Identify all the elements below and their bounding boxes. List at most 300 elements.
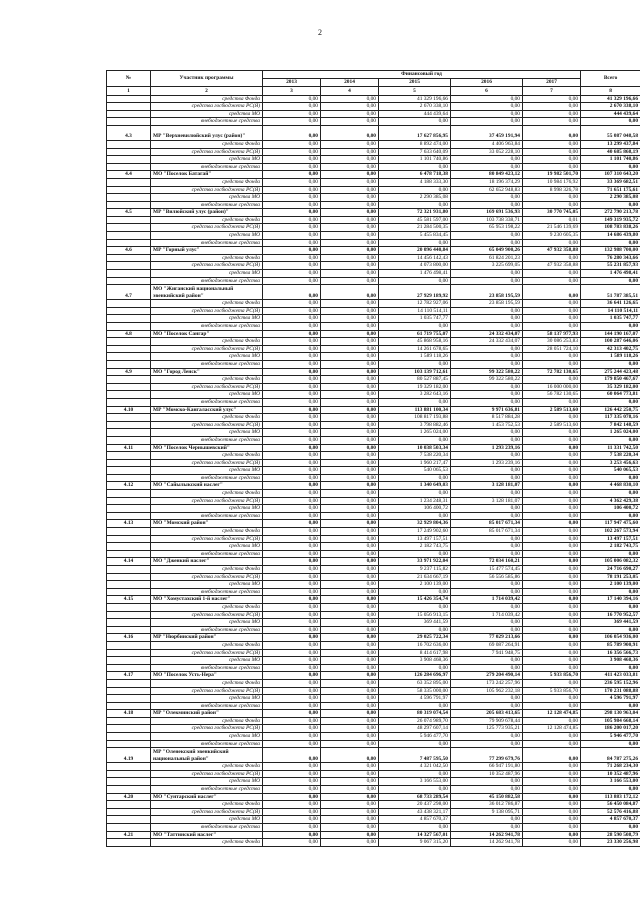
amount-cell: 0,00 — [321, 224, 379, 232]
amount-cell: 16 702 636,00 — [379, 641, 451, 649]
amount-cell: 1 101 740,86 — [379, 156, 451, 164]
amount-cell: 540 065,53 — [379, 467, 451, 475]
funding-source-row — [107, 497, 640, 505]
amount-cell: 0,00 — [523, 748, 581, 763]
amount-cell: 0,00 — [321, 672, 379, 680]
amount-cell: 0,00 — [263, 330, 321, 338]
amount-cell: 0,00 — [451, 664, 523, 672]
funding-source-row — [107, 110, 640, 118]
column-number: 1 — [107, 87, 151, 95]
funding-source-row — [107, 421, 640, 429]
row-number — [107, 353, 151, 361]
amount-cell: 9 138 095,71 — [451, 808, 523, 816]
total-cell: 28 590 508,79 — [581, 831, 640, 839]
total-cell: 170 231 088,88 — [581, 687, 640, 695]
row-number — [107, 323, 151, 331]
amount-cell: 21 546 139,69 — [523, 224, 581, 232]
total-cell: 4 362 429,38 — [581, 497, 640, 505]
amount-cell: 0,00 — [321, 383, 379, 391]
amount-cell: 0,00 — [321, 171, 379, 179]
funding-source-name: средства Фонда — [151, 376, 263, 384]
row-number — [107, 140, 151, 148]
amount-cell: 65 049 900,26 — [451, 247, 523, 255]
amount-cell: 0,00 — [523, 588, 581, 596]
amount-cell: 7 538 220,34 — [379, 452, 451, 460]
amount-cell: 0,00 — [321, 748, 379, 763]
funding-source-name: внебюджетные средства — [151, 740, 263, 748]
funding-source-name: средства госбюджета РС(Я) — [151, 307, 263, 315]
amount-cell: 0,00 — [451, 786, 523, 794]
funding-source-row — [107, 490, 640, 498]
amount-cell: 0,00 — [523, 254, 581, 262]
amount-cell: 0,00 — [263, 300, 321, 308]
amount-cell: 0,00 — [451, 383, 523, 391]
amount-cell: 0,00 — [263, 209, 321, 217]
amount-cell: 0,00 — [451, 353, 523, 361]
amount-cell: 0,00 — [523, 573, 581, 581]
total-cell: 5 946 477,70 — [581, 733, 640, 741]
amount-cell: 0,00 — [379, 239, 451, 247]
row-number — [107, 573, 151, 581]
amount-cell: 0,00 — [451, 626, 523, 634]
amount-cell: 69 087 264,91 — [451, 641, 523, 649]
amount-cell: 0,00 — [321, 398, 379, 406]
amount-cell: 0,00 — [263, 140, 321, 148]
row-number — [107, 262, 151, 270]
amount-cell: 0,00 — [263, 550, 321, 558]
funding-source-name: средства МО — [151, 816, 263, 824]
amount-cell: 0,00 — [523, 550, 581, 558]
funding-source-row — [107, 140, 640, 148]
participant-name: МР "Оленекский эвенкийский национальный район" — [151, 748, 263, 763]
amount-cell: 0,00 — [451, 436, 523, 444]
amount-cell: 0,00 — [321, 702, 379, 710]
total-cell: 0,00 — [581, 201, 640, 209]
funding-source-name: средства Фонда — [151, 254, 263, 262]
funding-source-name: средства Фонда — [151, 140, 263, 148]
amount-cell: 29 025 722,34 — [379, 634, 451, 642]
amount-cell: 0,00 — [321, 300, 379, 308]
row-number — [107, 148, 151, 156]
amount-cell: 0,00 — [451, 452, 523, 460]
funding-source-name: внебюджетные средства — [151, 163, 263, 171]
amount-cell: 0,00 — [321, 338, 379, 346]
total-cell: 106 054 936,00 — [581, 634, 640, 642]
amount-cell: 0,00 — [451, 550, 523, 558]
amount-cell: 0,00 — [263, 436, 321, 444]
amount-cell: 15 477 574,45 — [451, 566, 523, 574]
amount-cell: 0,00 — [451, 474, 523, 482]
amount-cell: 0,00 — [523, 733, 581, 741]
funding-source-name: средства Фонда — [151, 801, 263, 809]
total-cell: 1 476 498,41 — [581, 270, 640, 278]
amount-cell: 0,00 — [523, 831, 581, 839]
funding-source-name: средства госбюджета РС(Я) — [151, 345, 263, 353]
amount-cell: 0,00 — [321, 239, 379, 247]
funding-source-row — [107, 429, 640, 437]
amount-cell: 0,00 — [379, 550, 451, 558]
amount-cell: 0,00 — [379, 201, 451, 209]
amount-cell: 0,00 — [321, 695, 379, 703]
funding-source-row — [107, 224, 640, 232]
amount-cell: 4 321 042,50 — [379, 763, 451, 771]
amount-cell: 0,00 — [263, 535, 321, 543]
row-number — [107, 398, 151, 406]
total-cell: 444 439,64 — [581, 110, 640, 118]
column-number: 7 — [523, 87, 581, 95]
total-cell: 3 253 456,63 — [581, 459, 640, 467]
funding-source-name: средства МО — [151, 270, 263, 278]
amount-cell: 32 929 804,36 — [379, 520, 451, 528]
amount-cell: 14 262 941,78 — [451, 839, 523, 847]
participant-row — [107, 558, 640, 566]
amount-cell: 0,00 — [263, 467, 321, 475]
amount-cell: 0,00 — [379, 398, 451, 406]
amount-cell: 0,00 — [263, 733, 321, 741]
amount-cell: 0,00 — [263, 247, 321, 255]
amount-cell: 0,00 — [321, 793, 379, 801]
amount-cell: 0,00 — [263, 307, 321, 315]
row-number — [107, 360, 151, 368]
funding-source-name: средства Фонда — [151, 763, 263, 771]
amount-cell: 0,00 — [523, 657, 581, 665]
amount-cell: 0,00 — [321, 626, 379, 634]
total-cell: 369 441,59 — [581, 619, 640, 627]
amount-cell: 0,00 — [321, 831, 379, 839]
row-number — [107, 702, 151, 710]
amount-cell: 0,00 — [321, 634, 379, 642]
amount-cell: 0,00 — [263, 566, 321, 574]
amount-cell: 0,00 — [523, 148, 581, 156]
total-cell: 52 576 416,88 — [581, 808, 640, 816]
participant-name: МО "Хомустахский 1-й наслег" — [151, 596, 263, 604]
amount-cell: 5 946 477,70 — [379, 733, 451, 741]
funding-source-row — [107, 232, 640, 240]
total-cell: 1 101 740,86 — [581, 156, 640, 164]
funding-source-name: средства МО — [151, 194, 263, 202]
total-cell: 132 988 700,00 — [581, 247, 640, 255]
funding-source-row — [107, 778, 640, 786]
row-number: 4.13 — [107, 520, 151, 528]
amount-cell: 0,00 — [263, 125, 321, 140]
amount-cell: 0,00 — [263, 338, 321, 346]
amount-cell: 0,00 — [321, 201, 379, 209]
amount-cell: 0,00 — [523, 793, 581, 801]
funding-source-name: средства госбюджета РС(Я) — [151, 573, 263, 581]
funding-source-row — [107, 436, 640, 444]
amount-cell: 0,00 — [321, 664, 379, 672]
total-cell: 13 497 157,51 — [581, 535, 640, 543]
amount-cell: 0,00 — [523, 649, 581, 657]
amount-cell: 0,00 — [523, 163, 581, 171]
participant-row — [107, 596, 640, 604]
amount-cell: 0,00 — [451, 824, 523, 832]
row-number — [107, 300, 151, 308]
amount-cell: 4 857 670,37 — [379, 816, 451, 824]
total-cell: 71 268 234,30 — [581, 763, 640, 771]
total-cell: 100 287 646,06 — [581, 338, 640, 346]
amount-cell: 0,00 — [321, 588, 379, 596]
total-cell: 78 191 253,05 — [581, 573, 640, 581]
funding-source-name: внебюджетные средства — [151, 323, 263, 331]
total-cell: 14 686 439,80 — [581, 232, 640, 240]
amount-cell: 0,00 — [263, 163, 321, 171]
amount-cell: 13 497 157,51 — [379, 535, 451, 543]
funding-source-name: средства МО — [151, 505, 263, 513]
row-number — [107, 194, 151, 202]
amount-cell: 0,00 — [263, 497, 321, 505]
amount-cell: 0,00 — [523, 285, 581, 300]
amount-cell: 0,00 — [523, 307, 581, 315]
amount-cell: 0,00 — [263, 801, 321, 809]
total-cell: 84 787 275,26 — [581, 748, 640, 763]
amount-cell: 0,00 — [321, 497, 379, 505]
funding-source-name: внебюджетные средства — [151, 664, 263, 672]
amount-cell: 0,00 — [321, 118, 379, 126]
row-number — [107, 254, 151, 262]
amount-cell: 0,00 — [321, 307, 379, 315]
row-number — [107, 110, 151, 118]
amount-cell: 0,00 — [523, 839, 581, 847]
amount-cell: 125 773 935,21 — [451, 725, 523, 733]
amount-cell: 21 284 500,35 — [379, 224, 451, 232]
amount-cell: 0,00 — [451, 535, 523, 543]
amount-cell: 14 261 678,65 — [379, 345, 451, 353]
funding-source-name: внебюджетные средства — [151, 201, 263, 209]
funding-source-row — [107, 801, 640, 809]
funding-source-name: средства госбюджета РС(Я) — [151, 611, 263, 619]
row-number — [107, 467, 151, 475]
amount-cell: 205 683 413,65 — [451, 710, 523, 718]
amount-cell: 85 017 671,34 — [451, 528, 523, 536]
column-number: 8 — [581, 87, 640, 95]
row-number — [107, 603, 151, 611]
amount-cell: 23 858 195,59 — [451, 300, 523, 308]
amount-cell: 37 459 191,94 — [451, 125, 523, 140]
amount-cell: 12 782 927,06 — [379, 300, 451, 308]
total-cell: 4 857 670,37 — [581, 816, 640, 824]
row-number — [107, 163, 151, 171]
amount-cell: 0,00 — [379, 740, 451, 748]
participant-row — [107, 520, 640, 528]
funding-source-name: внебюджетные средства — [151, 786, 263, 794]
amount-cell: 12 128 474,85 — [523, 710, 581, 718]
total-cell: 117 335 078,16 — [581, 414, 640, 422]
participant-name: МО "Таттинский наслег" — [151, 831, 263, 839]
amount-cell: 0,00 — [523, 482, 581, 490]
amount-cell: 0,00 — [321, 414, 379, 422]
total-cell: 42 313 402,75 — [581, 345, 640, 353]
amount-cell: 0,00 — [263, 391, 321, 399]
amount-cell: 0,00 — [451, 391, 523, 399]
amount-cell: 0,00 — [321, 459, 379, 467]
amount-cell: 2 182 743,75 — [379, 543, 451, 551]
funding-source-row — [107, 733, 640, 741]
amount-cell: 0,00 — [451, 740, 523, 748]
amount-cell: 0,00 — [451, 156, 523, 164]
funding-source-row — [107, 528, 640, 536]
funding-source-name: средства МО — [151, 156, 263, 164]
funding-source-name: внебюджетные средства — [151, 360, 263, 368]
funding-source-row — [107, 315, 640, 323]
column-number: 3 — [263, 87, 321, 95]
amount-cell: 0,00 — [321, 285, 379, 300]
row-number: 4.8 — [107, 330, 151, 338]
amount-cell: 0,00 — [321, 839, 379, 847]
total-cell: 0,00 — [581, 323, 640, 331]
amount-cell: 0,00 — [263, 444, 321, 452]
amount-cell: 80 319 074,54 — [379, 710, 451, 718]
amount-cell: 0,00 — [263, 353, 321, 361]
amount-cell: 0,00 — [523, 558, 581, 566]
amount-cell: 68 733 289,54 — [379, 793, 451, 801]
amount-cell: 0,00 — [321, 232, 379, 240]
row-number: 4.4 — [107, 171, 151, 179]
amount-cell: 0,00 — [523, 414, 581, 422]
amount-cell: 0,00 — [263, 110, 321, 118]
row-number — [107, 186, 151, 194]
amount-cell: 62 652 948,83 — [451, 186, 523, 194]
funding-source-name: средства госбюджета РС(Я) — [151, 224, 263, 232]
row-number — [107, 270, 151, 278]
funding-source-row — [107, 398, 640, 406]
amount-cell: 0,00 — [263, 376, 321, 384]
amount-cell: 1 265 024,00 — [379, 429, 451, 437]
amount-cell: 0,00 — [263, 224, 321, 232]
total-cell: 0,00 — [581, 118, 640, 126]
funding-source-row — [107, 391, 640, 399]
total-cell: 236 595 152,96 — [581, 679, 640, 687]
amount-cell: 0,00 — [451, 816, 523, 824]
funding-source-row — [107, 323, 640, 331]
amount-cell: 65 953 198,22 — [451, 224, 523, 232]
amount-cell: 0,00 — [451, 603, 523, 611]
funding-source-row — [107, 717, 640, 725]
row-number — [107, 801, 151, 809]
amount-cell: 0,00 — [263, 543, 321, 551]
amount-cell: 0,00 — [263, 194, 321, 202]
funding-source-name: средства госбюджета РС(Я) — [151, 103, 263, 111]
funding-source-name: средства Фонда — [151, 300, 263, 308]
amount-cell: 0,00 — [321, 406, 379, 414]
amount-cell: 1 453 752,53 — [451, 421, 523, 429]
amount-cell: 0,00 — [263, 103, 321, 111]
amount-cell: 0,00 — [321, 596, 379, 604]
amount-cell: 8 998 326,78 — [523, 186, 581, 194]
amount-cell: 0,01 — [523, 216, 581, 224]
amount-cell: 0,00 — [263, 695, 321, 703]
amount-cell: 0,00 — [523, 695, 581, 703]
amount-cell: 2 290 385,08 — [379, 194, 451, 202]
amount-cell: 0,00 — [379, 323, 451, 331]
total-cell: 102 267 573,94 — [581, 528, 640, 536]
total-cell: 298 130 963,04 — [581, 710, 640, 718]
amount-cell: 0,00 — [321, 512, 379, 520]
row-number: 4.19 — [107, 748, 151, 763]
participant-row — [107, 710, 640, 718]
participant-row — [107, 444, 640, 452]
amount-cell: 0,00 — [451, 505, 523, 513]
amount-cell: 30 770 745,05 — [523, 209, 581, 217]
total-cell: 24 716 690,27 — [581, 566, 640, 574]
funding-source-row — [107, 156, 640, 164]
amount-cell: 0,00 — [379, 664, 451, 672]
amount-cell: 0,00 — [321, 444, 379, 452]
row-number: 4.10 — [107, 406, 151, 414]
funding-source-name: внебюджетные средства — [151, 702, 263, 710]
funding-source-name: средства госбюджета РС(Я) — [151, 459, 263, 467]
amount-cell: 8 414 617,98 — [379, 649, 451, 657]
funding-source-row — [107, 163, 640, 171]
amount-cell: 0,00 — [523, 277, 581, 285]
amount-cell: 47 932 358,88 — [523, 262, 581, 270]
amount-cell: 2 589 513,60 — [523, 421, 581, 429]
row-number — [107, 224, 151, 232]
row-number — [107, 816, 151, 824]
amount-cell: 0,00 — [263, 95, 321, 103]
amount-cell: 0,00 — [523, 95, 581, 103]
total-cell: 13 299 437,84 — [581, 140, 640, 148]
amount-cell: 0,00 — [321, 824, 379, 832]
row-number — [107, 452, 151, 460]
funding-source-name: средства МО — [151, 353, 263, 361]
funding-source-row — [107, 216, 640, 224]
amount-cell: 12 128 474,85 — [523, 725, 581, 733]
row-number — [107, 95, 151, 103]
amount-cell: 0,00 — [263, 679, 321, 687]
row-number — [107, 733, 151, 741]
amount-cell: 0,00 — [321, 786, 379, 794]
amount-cell: 0,00 — [263, 262, 321, 270]
amount-cell: 30 086 253,83 — [523, 338, 581, 346]
amount-cell: 10 352 487,96 — [451, 770, 523, 778]
row-number — [107, 778, 151, 786]
row-number — [107, 277, 151, 285]
amount-cell: 0,00 — [523, 323, 581, 331]
amount-cell: 0,00 — [321, 474, 379, 482]
row-number — [107, 619, 151, 627]
row-number — [107, 490, 151, 498]
amount-cell: 0,00 — [523, 664, 581, 672]
funding-source-name: средства МО — [151, 391, 263, 399]
row-number — [107, 641, 151, 649]
row-number — [107, 626, 151, 634]
funding-source-row — [107, 535, 640, 543]
row-number — [107, 383, 151, 391]
funding-source-row — [107, 201, 640, 209]
participant-row — [107, 209, 640, 217]
amount-cell: 0,00 — [263, 232, 321, 240]
amount-cell: 0,00 — [263, 429, 321, 437]
amount-cell: 0,00 — [321, 687, 379, 695]
amount-cell: 0,00 — [523, 239, 581, 247]
amount-cell: 0,00 — [523, 626, 581, 634]
funding-source-name: средства Фонда — [151, 216, 263, 224]
row-number: 4.11 — [107, 444, 151, 452]
funding-source-row — [107, 649, 640, 657]
amount-cell: 2 670 338,10 — [379, 103, 451, 111]
row-number — [107, 763, 151, 771]
funding-source-row — [107, 262, 640, 270]
total-cell: 17 140 394,16 — [581, 596, 640, 604]
row-number — [107, 528, 151, 536]
page-number: 2 — [318, 28, 322, 37]
amount-cell: 0,00 — [263, 482, 321, 490]
amount-cell: 0,00 — [523, 611, 581, 619]
total-cell: 186 200 017,20 — [581, 725, 640, 733]
total-cell: 0,00 — [581, 490, 640, 498]
amount-cell: 0,00 — [321, 436, 379, 444]
